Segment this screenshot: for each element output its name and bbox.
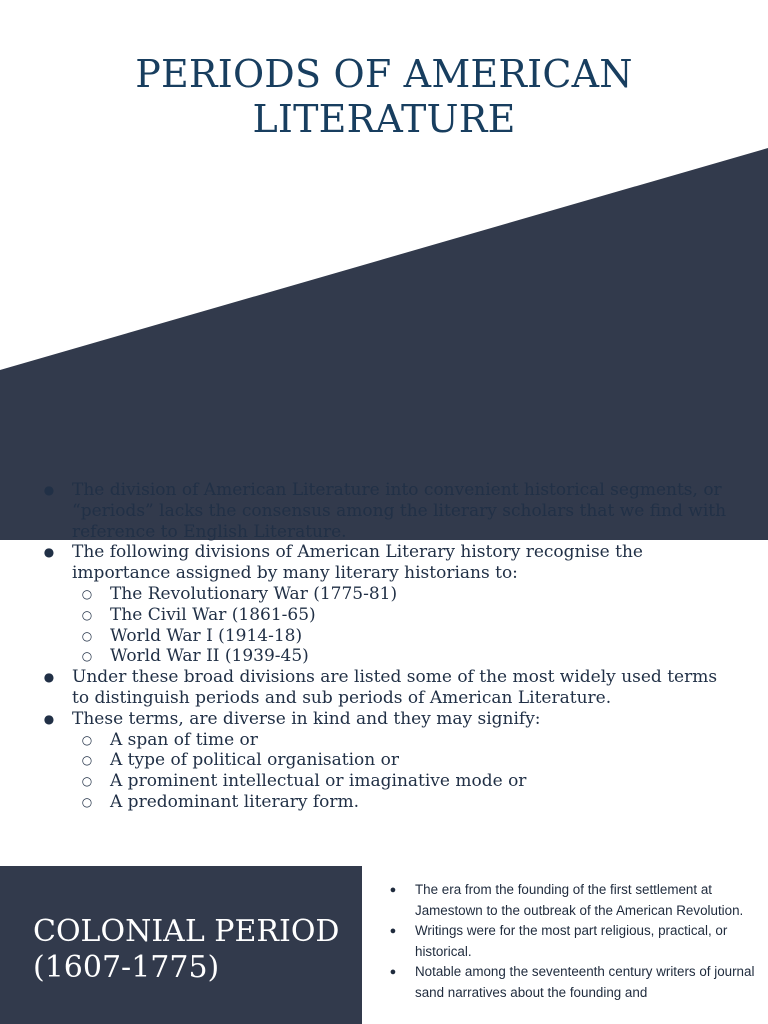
colonial-bullet-text: Notable among the seventeenth century writers of journal sand narratives about the founding and bbox=[415, 964, 755, 1000]
colonial-title-line-1: COLONIAL PERIOD bbox=[33, 914, 340, 949]
title-line-2: LITERATURE bbox=[252, 97, 516, 141]
page-title bbox=[0, 52, 768, 142]
colonial-period-title bbox=[33, 914, 348, 986]
colonial-bullet-text: The era from the founding of the first settlement at Jamestown to the outbreak of the American Revolution. bbox=[415, 882, 744, 918]
subitem-civil-war bbox=[0, 605, 730, 626]
subitem-text: The Revolutionary War (1775-81) bbox=[110, 583, 398, 604]
subitem-span-of-time bbox=[0, 730, 730, 751]
hollow-bullet-icon: ○ bbox=[81, 628, 93, 643]
subitem-world-war-ii bbox=[0, 646, 730, 667]
list-item-division bbox=[0, 480, 732, 542]
subitem-revolutionary-war bbox=[0, 584, 730, 605]
list-item-terms-diverse bbox=[0, 709, 732, 730]
subitem-literary-form bbox=[0, 792, 730, 813]
subitem-world-war-i bbox=[0, 626, 730, 647]
list-item-text: The division of American Literature into convenient historical segments, or “periods” lacks the consensus among the literary scholars that we find with reference to English Literature. bbox=[72, 480, 727, 542]
subitem-text: A predominant literary form. bbox=[110, 791, 360, 812]
bullet-icon: ● bbox=[43, 711, 55, 726]
colonial-bullets bbox=[384, 880, 756, 1003]
list-item-following-divisions bbox=[0, 542, 732, 584]
hollow-bullet-icon: ○ bbox=[81, 649, 93, 664]
bullet-icon: ● bbox=[43, 545, 55, 560]
list-item-text: These terms, are diverse in kind and they may signify: bbox=[72, 708, 541, 729]
bullet-icon: ● bbox=[389, 884, 397, 896]
bullet-icon: ● bbox=[389, 925, 397, 937]
list-item-broad-divisions bbox=[0, 667, 732, 709]
subitem-intellectual-mode bbox=[0, 771, 730, 792]
subitem-text: A type of political organisation or bbox=[110, 750, 399, 771]
colonial-bullet-writings bbox=[384, 921, 756, 962]
hollow-bullet-icon: ○ bbox=[81, 607, 93, 622]
colonial-period-panel bbox=[0, 866, 362, 1024]
list-item-text: The following divisions of American Literary history recognise the importance assigned by many literary historians to: bbox=[72, 542, 643, 584]
subitem-political-organisation bbox=[0, 750, 730, 771]
hollow-bullet-icon: ○ bbox=[81, 732, 93, 747]
title-line-1: PERIODS OF AMERICAN bbox=[135, 52, 633, 96]
colonial-bullet-era bbox=[384, 880, 756, 921]
colonial-bullet-notable-writers bbox=[384, 962, 756, 1003]
bullet-icon: ● bbox=[43, 483, 55, 497]
subitem-text: A prominent intellectual or imaginative mode or bbox=[110, 771, 527, 792]
subitem-text: World War II (1939-45) bbox=[110, 646, 309, 667]
list-item-text: Under these broad divisions are listed some of the most widely used terms to distinguish periods and sub periods of American Literature. bbox=[72, 667, 718, 708]
subitem-text: A span of time or bbox=[110, 729, 258, 750]
bullet-icon: ● bbox=[389, 966, 397, 978]
colonial-bullet-text: Writings were for the most part religious, practical, or historical. bbox=[415, 923, 728, 959]
colonial-title-line-2: (1607-1775) bbox=[33, 950, 220, 985]
hollow-bullet-icon: ○ bbox=[81, 753, 93, 768]
hollow-bullet-icon: ○ bbox=[81, 794, 93, 809]
subitem-text: World War I (1914-18) bbox=[110, 625, 303, 646]
periods-list bbox=[0, 480, 768, 813]
subitem-text: The Civil War (1861-65) bbox=[110, 604, 316, 625]
hollow-bullet-icon: ○ bbox=[81, 774, 93, 789]
hollow-bullet-icon: ○ bbox=[81, 586, 93, 601]
bullet-icon: ● bbox=[43, 670, 55, 685]
